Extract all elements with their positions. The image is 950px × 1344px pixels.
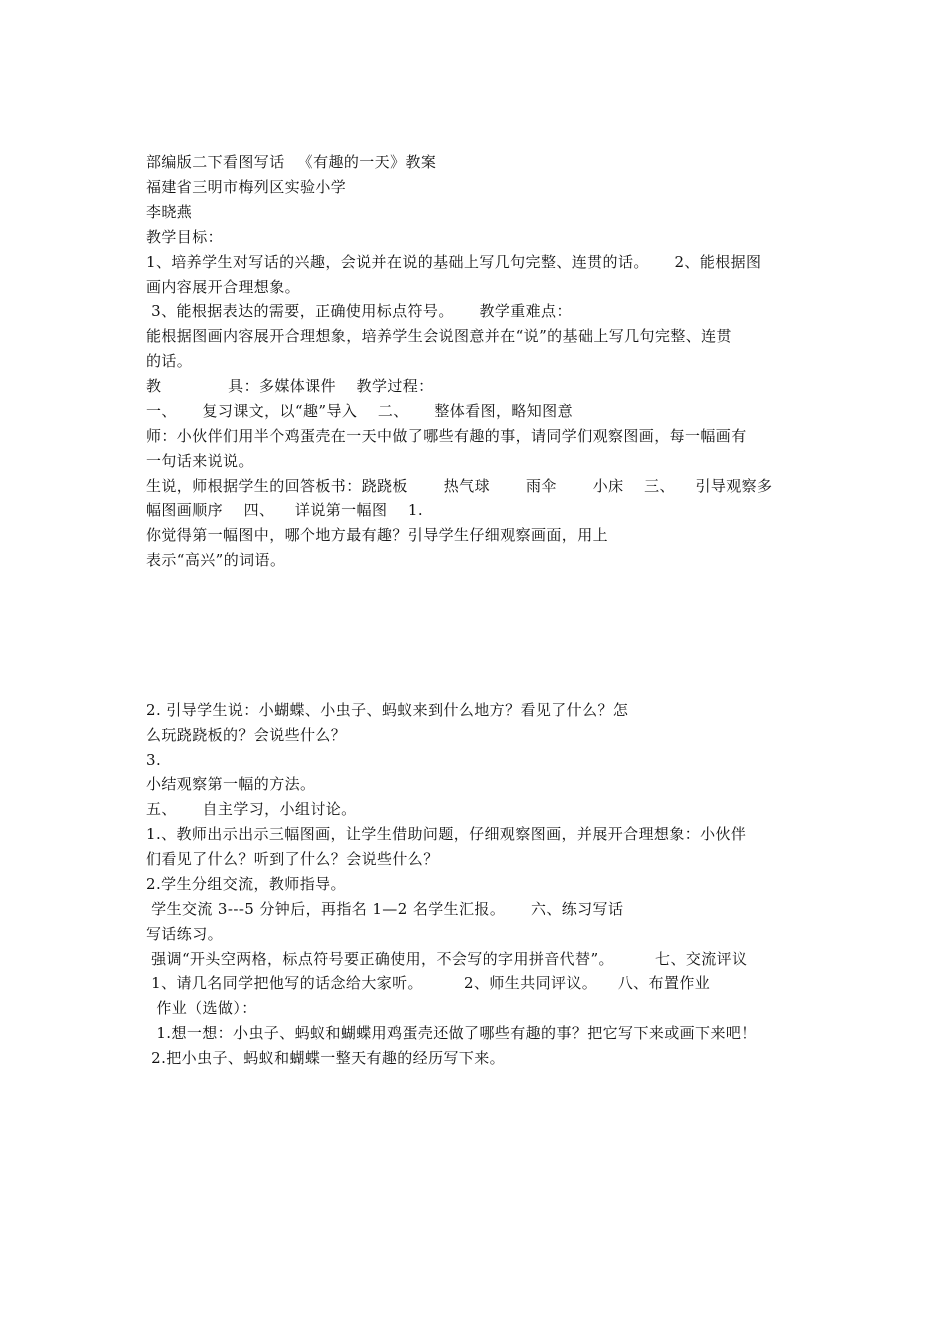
text-line: 1.、教师出示出示三幅图画，让学生借助问题，仔细观察图画，并展开合理想象：小伙伴: [146, 825, 747, 843]
text-line: 3、能根据表达的需要，正确使用标点符号。 教学重难点：: [146, 302, 572, 320]
text-line: 们看见了什么？听到了什么？会说些什么？: [146, 850, 439, 868]
text-line: 你觉得第一幅图中，哪个地方最有趣？引导学生仔细观察画面，用上: [146, 526, 609, 544]
text-line: 1、请几名同学把他写的话念给大家听。 2、师生共同评议。 八、布置作业: [146, 974, 711, 992]
text-line: 教 具：多媒体课件 教学过程：: [146, 377, 434, 395]
text-line: 2.学生分组交流，教师指导。: [146, 875, 346, 893]
text-line: 生说，师根据学生的回答板书：跷跷板 热气球 雨伞 小床 三、 引导观察多: [146, 477, 773, 495]
text-line: 小结观察第一幅的方法。: [146, 775, 316, 793]
text-line: 能根据图画内容展开合理想象，培养学生会说图意并在“说”的基础上写几句完整、连贯: [146, 327, 732, 345]
text-line: 表示“高兴”的词语。: [146, 551, 286, 569]
text-line: 强调“开头空两格，标点符号要正确使用，不会写的字用拼音代替”。 七、交流评议: [146, 950, 748, 968]
text-line: 一、 复习课文，以“趣”导入 二、 整体看图，略知图意: [146, 402, 573, 420]
text-line: 2. 引导学生说：小蝴蝶、小虫子、蚂蚁来到什么地方？看见了什么？怎: [146, 701, 629, 719]
text-line: 3.: [146, 751, 162, 769]
text-line: 写话练习。: [146, 925, 224, 943]
section-heading-goals: 教学目标：: [146, 228, 224, 246]
text-line: 一句话来说说。: [146, 452, 254, 470]
author-line: 李晓燕: [146, 203, 193, 221]
text-line: 1.想一想：小虫子、蚂蚁和蝴蝶用鸡蛋壳还做了哪些有趣的事？把它写下来或画下来吧！: [146, 1024, 757, 1042]
text-line: 画内容展开合理想象。: [146, 278, 301, 296]
school-line: 福建省三明市梅列区实验小学: [146, 178, 347, 196]
text-line: 的话。: [146, 352, 193, 370]
text-line: 五、 自主学习，小组讨论。: [146, 800, 357, 818]
text-line: 师：小伙伴们用半个鸡蛋壳在一天中做了哪些有趣的事，请同学们观察图画，每一幅画有: [146, 427, 747, 445]
text-line: 1、培养学生对写话的兴趣，会说并在说的基础上写几句完整、连贯的话。 2、能根据图: [146, 253, 762, 271]
text-line: 么玩跷跷板的？会说些什么？: [146, 726, 347, 744]
text-line: 作业（选做）：: [146, 999, 257, 1017]
text-line: 2.把小虫子、蚂蚁和蝴蝶一整天有趣的经历写下来。: [146, 1049, 506, 1067]
text-line: 幅图画顺序 四、 详说第一幅图 1.: [146, 501, 424, 519]
document-title: 部编版二下看图写话 《有趣的一天》教案: [146, 153, 437, 171]
text-line: 学生交流 3---5 分钟后，再指名 1—2 名学生汇报。 六、练习写话: [146, 900, 624, 918]
